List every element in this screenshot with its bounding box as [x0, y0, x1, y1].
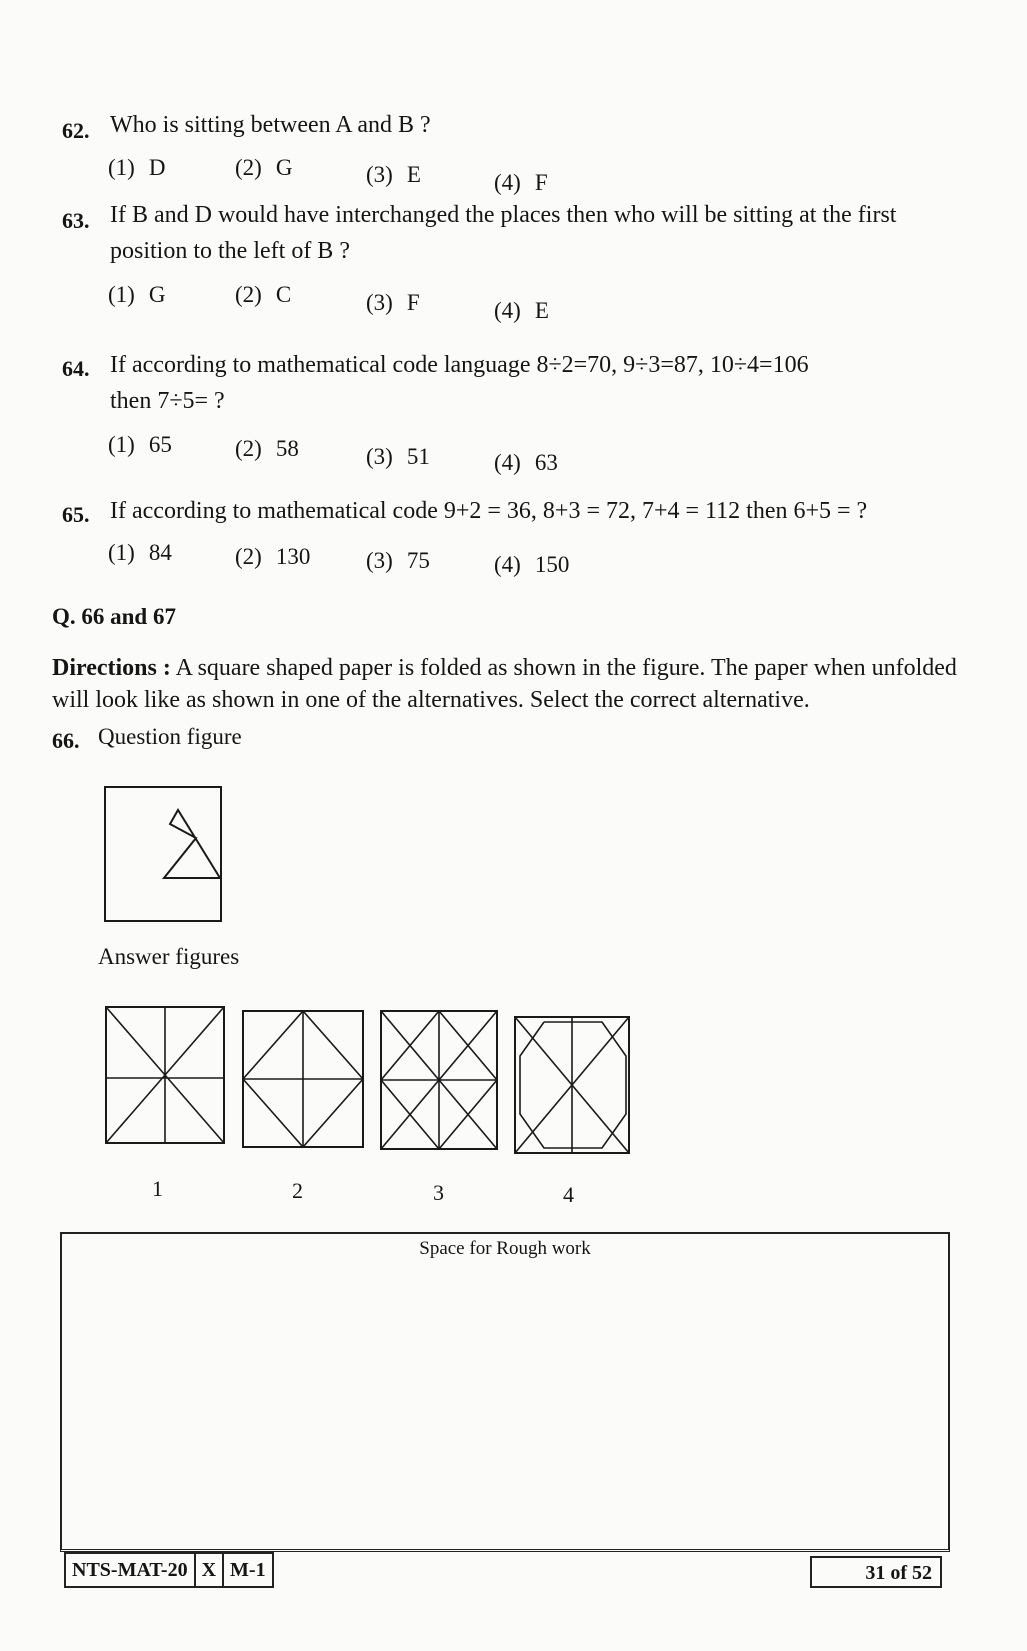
option-value: C — [275, 282, 292, 307]
directions — [52, 652, 962, 716]
paper-code-part: X — [196, 1554, 224, 1586]
answer-number: 4 — [563, 1182, 574, 1207]
option-number: (4) — [494, 170, 521, 195]
option-value: E — [534, 298, 549, 323]
option-number: (3) — [366, 162, 393, 187]
option — [366, 548, 430, 574]
answer-figure-3 — [380, 1010, 500, 1152]
page-number: 31 of 52 — [810, 1556, 942, 1588]
directions-label: Directions : — [52, 655, 171, 681]
option-value: 51 — [406, 444, 430, 469]
option — [366, 162, 421, 188]
option-number: (4) — [494, 450, 521, 475]
option-value: F — [534, 170, 548, 195]
question-number: 66. — [52, 728, 80, 753]
option-number: (1) — [108, 540, 135, 565]
option-number: (1) — [108, 432, 135, 457]
option — [366, 290, 420, 316]
option — [494, 170, 548, 196]
option-number: (2) — [235, 436, 262, 461]
question-figure-label: Question figure — [98, 724, 242, 749]
question-number: 65. — [62, 502, 90, 527]
rough-work-title: Space for Rough work — [419, 1238, 591, 1259]
option-number: (2) — [235, 155, 262, 180]
question-text-line1: If according to mathematical code language 8÷2=70, 9÷3=87, 10÷4=106 — [110, 352, 809, 378]
question-number: 63. — [62, 208, 90, 233]
option — [366, 444, 430, 470]
option-value: 65 — [148, 432, 172, 457]
paper-code-part: M-1 — [230, 1559, 266, 1581]
answer-figures-label: Answer figures — [98, 944, 240, 969]
option-value: 150 — [534, 552, 570, 577]
answer-figure-2 — [242, 1010, 366, 1150]
question-text-line2: then 7÷5= ? — [110, 388, 225, 414]
option-number: (3) — [366, 290, 393, 315]
option-number: (4) — [494, 298, 521, 323]
paper-code — [64, 1552, 274, 1588]
option — [108, 540, 172, 566]
option — [494, 552, 569, 578]
answer-figure-1 — [105, 1006, 227, 1146]
answer-figure-4 — [514, 1016, 632, 1156]
folded-paper — [105, 787, 221, 921]
question-text: If according to mathematical code 9+2 = 36, 8+3 = 72, 7+4 = 112 then 6+5 = ? — [110, 498, 868, 524]
option-value: G — [275, 155, 293, 180]
directions-text: A square shaped paper is folded as shown in the figure. The paper when unfolded will look like as shown in one of the alternatives. Select the correct alternative. — [52, 655, 957, 713]
question-figure — [104, 786, 226, 924]
option-value: F — [406, 290, 420, 315]
option-number: (1) — [108, 155, 135, 180]
option — [108, 282, 165, 308]
question-text-line2: position to the left of B ? — [110, 238, 350, 264]
question-number: 64. — [62, 356, 90, 381]
option — [235, 282, 291, 308]
option-value: G — [148, 282, 166, 307]
rough-work-box — [60, 1232, 950, 1552]
option — [235, 436, 299, 462]
option-number: (2) — [235, 282, 262, 307]
option — [108, 432, 172, 458]
option-number: (3) — [366, 548, 393, 573]
option — [235, 544, 310, 570]
question-text: Who is sitting between A and B ? — [110, 112, 431, 138]
option — [235, 155, 292, 181]
option-value: 63 — [534, 450, 558, 475]
option-value: 84 — [148, 540, 172, 565]
option-number: (3) — [366, 444, 393, 469]
answer-number: 3 — [433, 1180, 444, 1205]
option-number: (1) — [108, 282, 135, 307]
option-number: (4) — [494, 552, 521, 577]
paper-code-part: NTS-MAT-20 — [66, 1554, 196, 1586]
option-number: (2) — [235, 544, 262, 569]
answer-number: 2 — [292, 1178, 303, 1203]
answer-number: 1 — [152, 1176, 163, 1201]
option-value: 58 — [275, 436, 299, 461]
option — [108, 155, 165, 181]
question-text-line1: If B and D would have interchanged the places then who will be sitting at the first — [110, 202, 897, 228]
option-value: D — [148, 155, 166, 180]
option-value: 75 — [406, 548, 430, 573]
option-value: E — [406, 162, 421, 187]
fold-shape — [164, 810, 220, 878]
option-value: 130 — [275, 544, 311, 569]
option — [494, 450, 558, 476]
question-number: 62. — [62, 118, 90, 143]
option — [494, 298, 549, 324]
section-heading: Q. 66 and 67 — [52, 604, 176, 629]
